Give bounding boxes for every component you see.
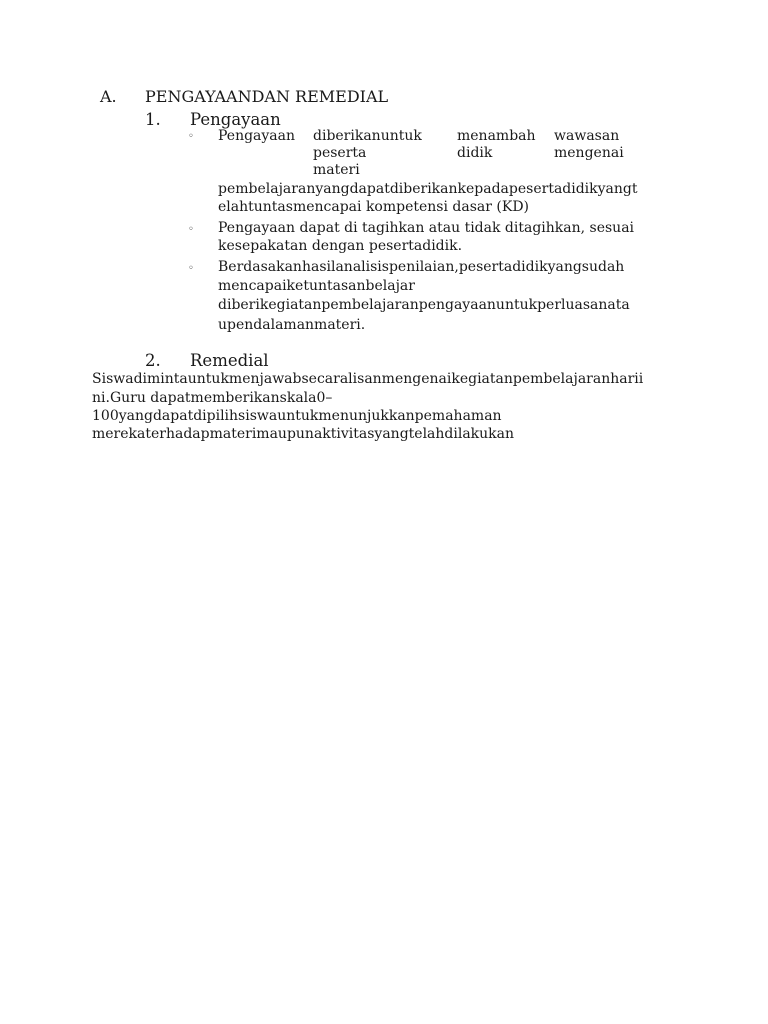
item1-col2-line2: peserta — [313, 145, 367, 161]
item1-col3-line1: menambah — [457, 128, 536, 144]
item1-col2-line3: materi — [313, 162, 360, 178]
remedial-line1: Siswadimintauntukmenjawabsecaralisanmengenaikegiatanpembelajaranharii — [92, 371, 644, 387]
bullet-2: ◦ — [188, 224, 194, 235]
remedial-line3: 100yangdapatdipilihsiswauntukmenunjukkanpemahaman — [92, 408, 502, 424]
remedial-number: 2. — [145, 351, 161, 370]
item3-line1: Berdasakanhasilanalisispenilaian,pesertadidikyangsudah — [218, 259, 625, 275]
bullet-3: ◦ — [188, 263, 194, 274]
item1-col4-line2: mengenai — [554, 145, 624, 161]
item2-line1: Pengayaan dapat di tagihkan atau tidak ditagihkan, sesuai — [218, 220, 635, 236]
pengayaan-number: 1. — [145, 110, 161, 129]
item1-cont-line2: elahtuntasmencapai kompetensi dasar (KD) — [218, 199, 530, 215]
item3-line2: mencapaiketuntasanbelajar — [218, 278, 415, 294]
section-marker: A. — [100, 87, 117, 106]
item1-cont-line1: pembelajaranyangdapatdiberikankepadapesertadidikyangt — [218, 181, 638, 197]
remedial-line2: ni.Guru dapatmemberikanskala0– — [92, 390, 333, 406]
item1-col4-line1: wawasan — [554, 128, 620, 144]
remedial-line4: merekaterhadapmaterimaupunaktivitasyangtelahdilakukan — [92, 426, 515, 442]
item3-line3: diberikegiatanpembelajaranpengayaanuntukperluasanata — [218, 297, 630, 313]
pengayaan-title: Pengayaan — [190, 110, 281, 129]
section-title: PENGAYAANDAN REMEDIAL — [145, 87, 389, 106]
remedial-title: Remedial — [190, 351, 269, 370]
item1-col1: Pengayaan — [218, 128, 296, 144]
item2-line2: kesepakatan dengan pesertadidik. — [218, 238, 463, 254]
item1-col3-line2: didik — [457, 145, 493, 161]
item1-col2-line1: diberikanuntuk — [313, 128, 422, 144]
bullet-1: ◦ — [188, 131, 194, 142]
item3-line4: upendalamanmateri. — [218, 317, 366, 333]
